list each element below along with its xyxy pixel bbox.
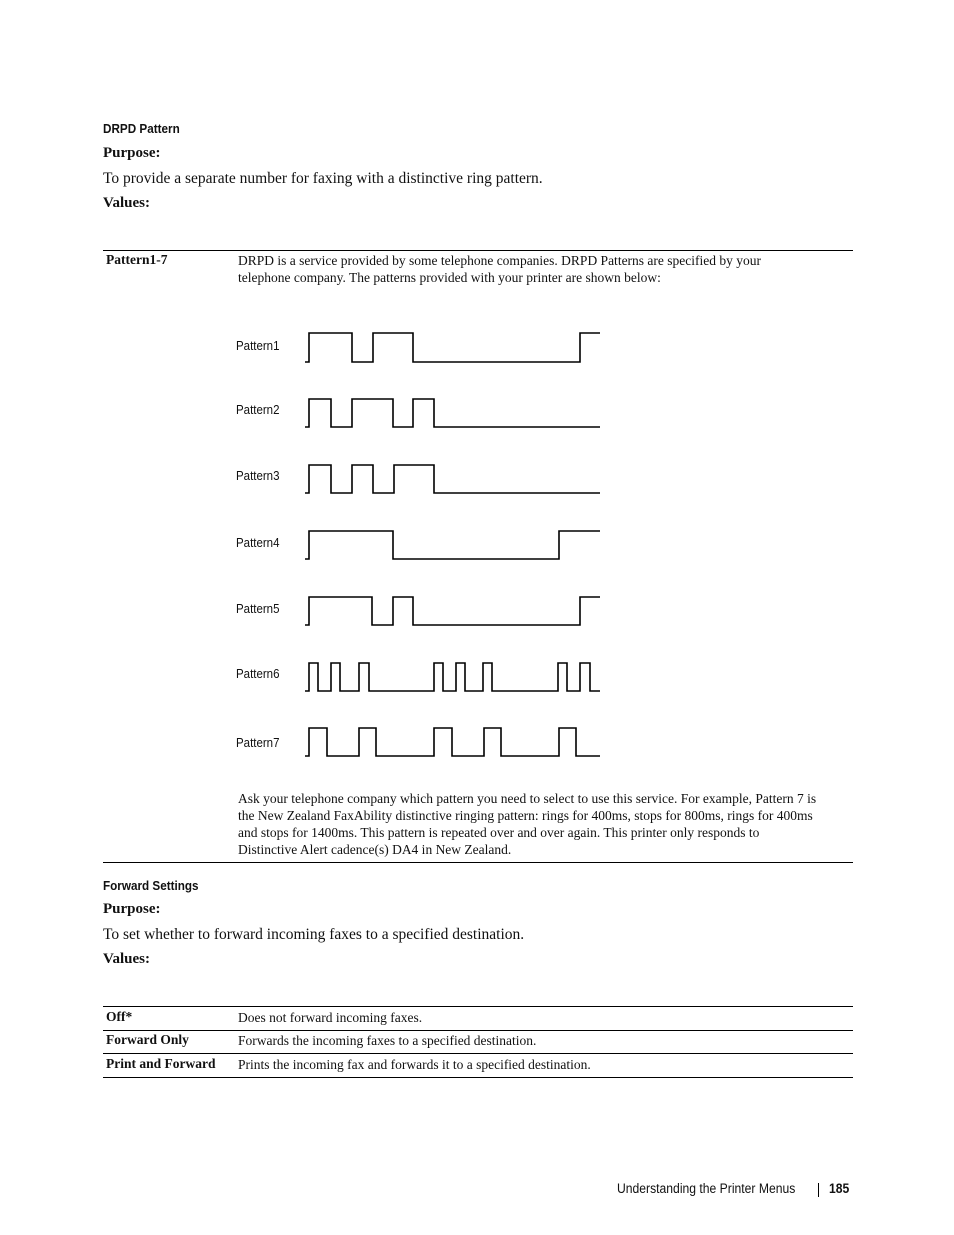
drpd-values-label: Values: xyxy=(103,195,150,211)
forward-heading: Forward Settings xyxy=(103,878,199,893)
pattern-5-label: Pattern5 xyxy=(236,602,280,616)
pattern-2-waveform xyxy=(300,396,602,430)
drpd-purpose-text: To provide a separate number for faxing with a distinctive ring pattern. xyxy=(103,170,543,187)
pattern-4-label: Pattern4 xyxy=(236,536,280,550)
drpd-note-line-2: the New Zealand FaxAbility distinctive ringing pattern: rings for 400ms, stops for 800ms, rings for 400ms xyxy=(238,808,813,823)
footer-separator xyxy=(818,1183,819,1197)
pattern-2-label: Pattern2 xyxy=(236,403,280,417)
pattern-5-waveform xyxy=(300,594,602,628)
drpd-intro-line-1: DRPD is a service provided by some telephone companies. DRPD Patterns are specified by your xyxy=(238,253,762,268)
footer-page-number: 185 xyxy=(829,1181,850,1196)
forward-table-row-divider xyxy=(103,1030,853,1031)
pattern-7-label: Pattern7 xyxy=(236,736,280,750)
drpd-row-key: Pattern1-7 xyxy=(106,252,168,267)
drpd-heading: DRPD Pattern xyxy=(103,121,180,136)
drpd-note-line-4: Distinctive Alert cadence(s) DA4 in New Zealand. xyxy=(238,842,512,857)
drpd-note-line-3: and stops for 1400ms. This pattern is repeated over and over again. This printer only responds to xyxy=(238,825,760,840)
forward-row-key: Print and Forward xyxy=(106,1056,216,1071)
forward-row-key: Forward Only xyxy=(106,1032,189,1047)
forward-table-top-rule xyxy=(103,1006,853,1007)
drpd-table-bottom-rule xyxy=(103,862,853,863)
pattern-4-waveform xyxy=(300,528,602,562)
forward-table-row-divider xyxy=(103,1053,853,1054)
footer-chapter-title: Understanding the Printer Menus xyxy=(617,1181,796,1196)
drpd-intro-line-2: telephone company. The patterns provided with your printer are shown below: xyxy=(238,270,661,285)
drpd-purpose-label: Purpose: xyxy=(103,145,161,161)
forward-row-desc: Prints the incoming fax and forwards it to a specified destination. xyxy=(238,1057,591,1072)
pattern-1-waveform xyxy=(300,330,602,364)
pattern-7-waveform xyxy=(300,725,602,759)
forward-row-key: Off* xyxy=(106,1009,133,1024)
forward-purpose-text: To set whether to forward incoming faxes to a specified destination. xyxy=(103,926,525,943)
forward-row-desc: Does not forward incoming faxes. xyxy=(238,1010,423,1025)
pattern-3-waveform xyxy=(300,462,602,496)
drpd-note-line-1: Ask your telephone company which pattern you need to select to use this service. For example, Pattern 7 is xyxy=(238,791,817,806)
pattern-3-label: Pattern3 xyxy=(236,469,280,483)
forward-values-label: Values: xyxy=(103,951,150,967)
forward-table-bottom-rule xyxy=(103,1077,853,1078)
forward-purpose-label: Purpose: xyxy=(103,901,161,917)
pattern-6-waveform xyxy=(300,660,602,694)
forward-row-desc: Forwards the incoming faxes to a specified destination. xyxy=(238,1033,537,1048)
pattern-6-label: Pattern6 xyxy=(236,667,280,681)
drpd-table-top-rule xyxy=(103,250,853,251)
pattern-1-label: Pattern1 xyxy=(236,339,280,353)
